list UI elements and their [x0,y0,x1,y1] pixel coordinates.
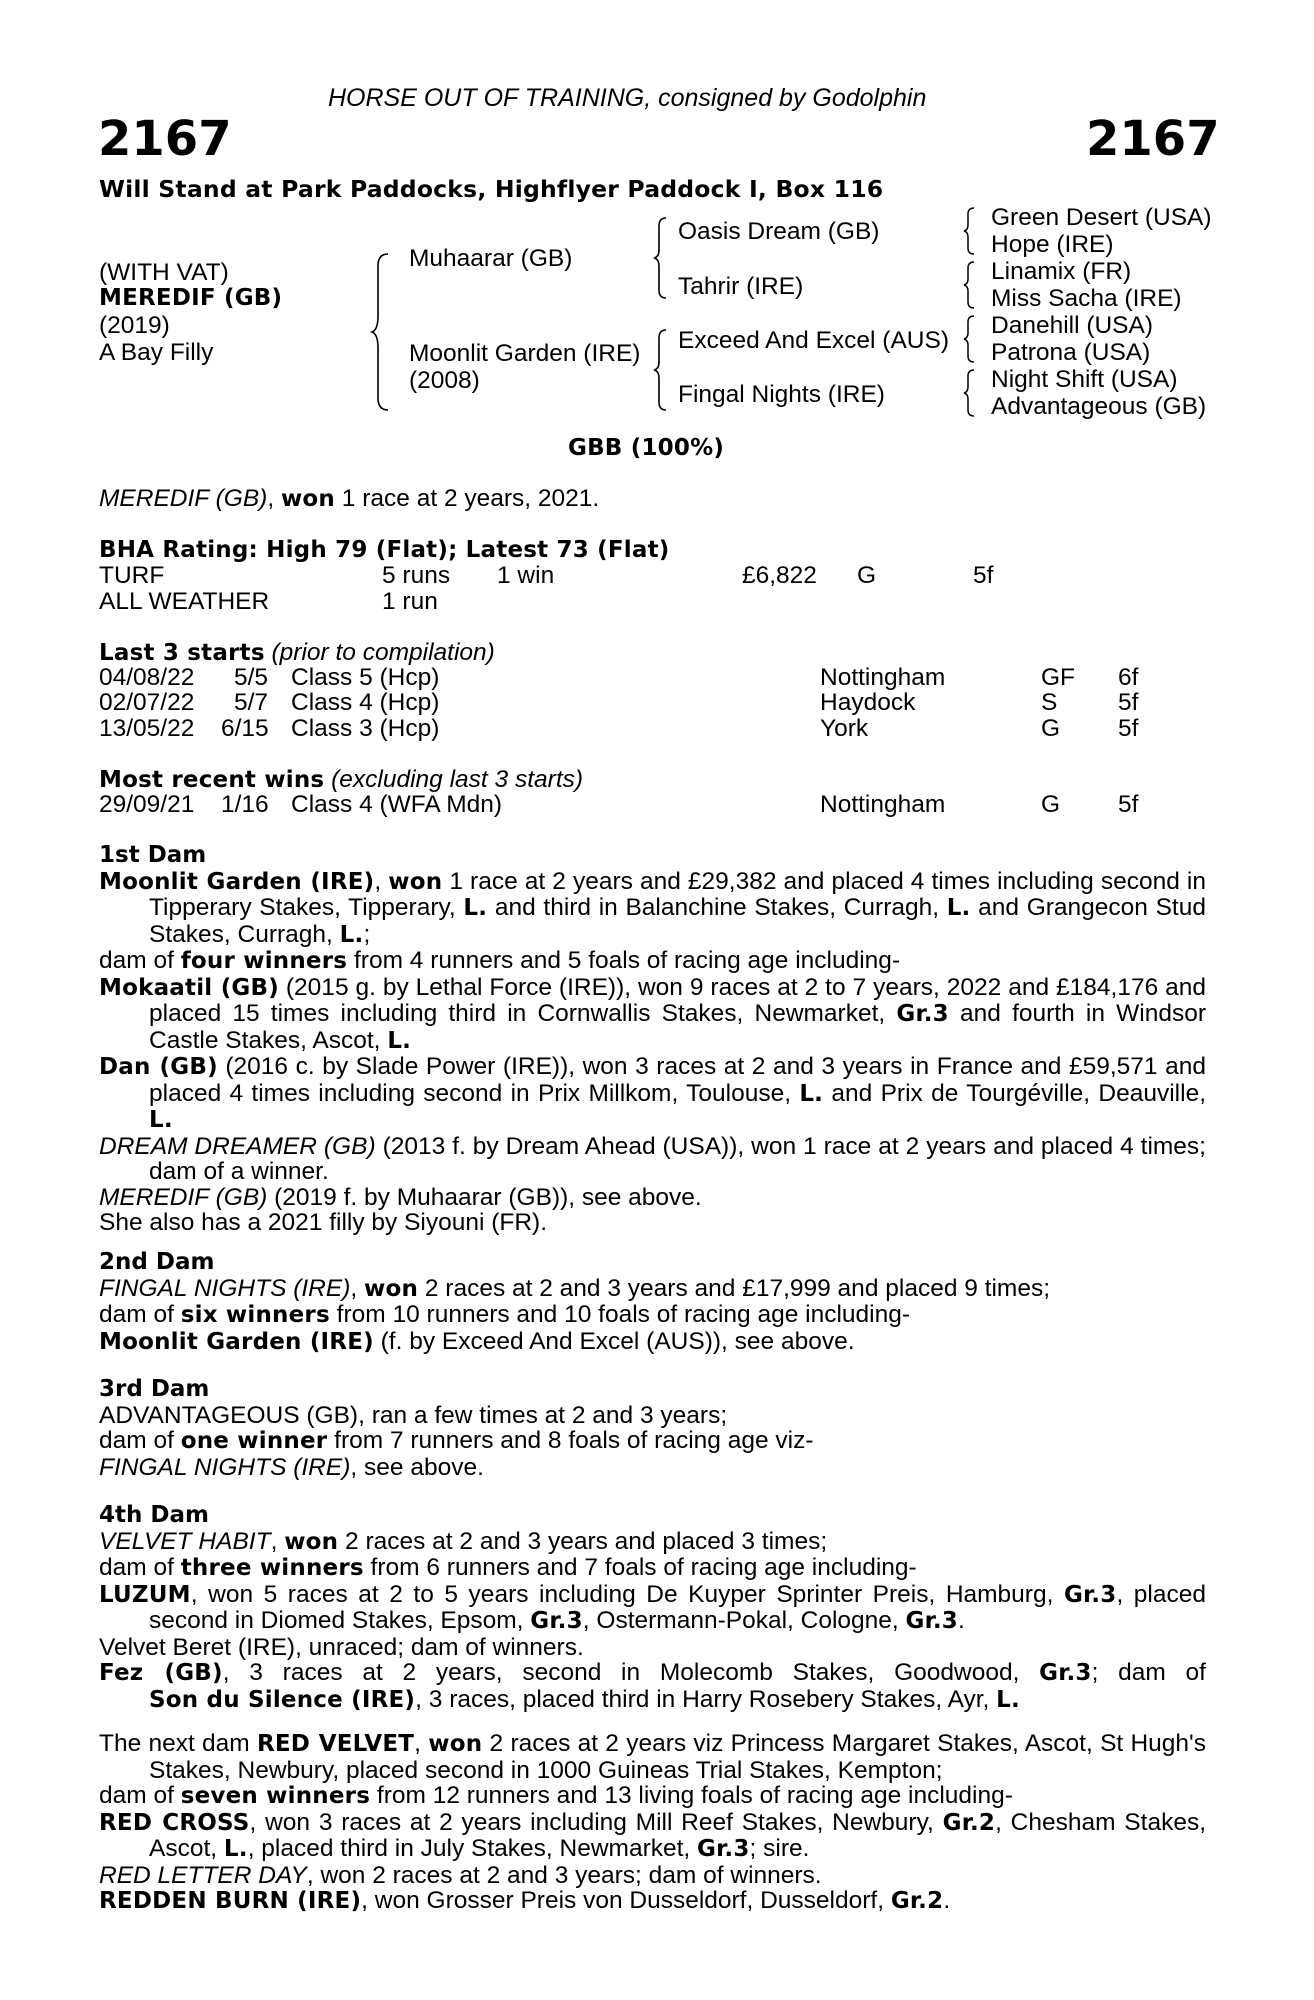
second-dam-section [99,1250,1206,1355]
pedigree-g6: Patrona (USA) [991,339,1151,366]
pedigree-sire-dam: Tahrir (IRE) [678,273,804,300]
offspring-entry: Fez (GB), 3 races at 2 years, second in Molecomb Stakes, Goodwood, Gr.3; dam of [99,1659,1206,1686]
pedigree-g5: Danehill (USA) [991,312,1154,339]
section-heading: 4th Dam [99,1502,209,1528]
vat-note: (WITH VAT) [99,259,229,286]
pedigree-brace-g2 [962,260,978,310]
breeding-note: GBB (100%) [568,435,725,461]
pedigree-dam: Moonlit Garden (IRE) [409,340,641,367]
dam-record: The next dam RED VELVET, won 2 races at 2 years viz Princess Margaret Stakes, Ascot, St Hugh's Stakes, Newbury, placed second in 1000 Guineas Trial Stakes, Kempton; [99,1730,1206,1784]
pedigree-g1: Green Desert (USA) [991,204,1212,231]
pedigree-dam-dam: Fingal Nights (IRE) [678,381,885,408]
offspring-entry: RED CROSS, won 3 races at 2 years including Mill Reef Stakes, Newbury, Gr.2, Chesham Stakes, Ascot, L., placed third in July Stakes, Newmarket, Gr.3; sire. [99,1808,1207,1862]
lot-number-left: 2167 [98,111,232,167]
offspring-entry: REDDEN BURN (IRE), won Grosser Preis von Dusseldorf, Dusseldorf, Gr.2. [99,1887,951,1914]
dam-of-line: dam of four winners from 4 runners and 5 foals of racing age including- [99,947,901,974]
pedigree-sire: Muhaarar (GB) [409,245,573,272]
pedigree-brace-main [370,252,392,412]
horse-name: MEREDIF (GB) [99,285,283,311]
pedigree-g2: Hope (IRE) [991,231,1114,258]
next-dam-section [99,1731,1206,1915]
pedigree-brace-sire [652,216,670,300]
stand-location: Will Stand at Park Paddocks, Highflyer Paddock I, Box 116 [99,175,884,203]
section-heading: 3rd Dam [99,1376,210,1402]
offspring-entry: Mokaatil (GB) (2015 g. by Lethal Force (IRE)), won 9 races at 2 to 7 years, 2022 and £184,176 and placed 15 times including third in Cornwallis Stakes, Newmarket, Gr.3 and fourth in Windsor Castle Stakes, Ascot, L. [99,973,1207,1054]
first-dam-section [99,843,1206,1236]
pedigree-brace-g1 [962,206,978,256]
offspring-entry: Dan (GB) (2016 c. by Slade Power (IRE)), won 3 races at 2 and 3 years in France and £59,571 and placed 4 times including second in Prix Millkom, Toulouse, L. and Prix de Tourgéville, Deauville, L. [99,1053,1207,1133]
pedigree-g4: Miss Sacha (IRE) [991,285,1182,312]
horse-year: (2019) [99,312,170,339]
dam-of-line: dam of one winner from 7 runners and 8 foals of racing age viz- [99,1427,814,1454]
dam-record: FINGAL NIGHTS (IRE), won 2 races at 2 and 3 years and £17,999 and placed 9 times; [99,1274,1051,1302]
section-heading: 1st Dam [99,842,207,868]
horse-description: A Bay Filly [99,339,214,366]
lot-number-right: 2167 [1086,111,1220,167]
pedigree-brace-g4 [962,368,978,418]
pedigree-sire-sire: Oasis Dream (GB) [678,218,880,245]
offspring-entry: MEREDIF (GB) (2019 f. by Muhaarar (GB)), see above. [99,1183,702,1211]
pedigree-g8: Advantageous (GB) [991,393,1207,420]
third-dam-section [99,1377,1206,1480]
consignment-note: HORSE OUT OF TRAINING, consigned by Godolphin [328,84,927,112]
pedigree-g3: Linamix (FR) [991,258,1132,285]
dam-record: VELVET HABIT, won 2 races at 2 and 3 years and placed 3 times; [99,1527,828,1555]
race-summary: MEREDIF (GB), won 1 race at 2 years, 2021. [99,485,600,512]
offspring-entry: Son du Silence (IRE), 3 races, placed third in Harry Rosebery Stakes, Ayr, L. [149,1685,1020,1713]
offspring-entry: Moonlit Garden (IRE) (f. by Exceed And Excel (AUS)), see above. [99,1327,855,1355]
offspring-entry: LUZUM, won 5 races at 2 to 5 years including De Kuyper Sprinter Preis, Hamburg, Gr.3, placed second in Diomed Stakes, Epsom, Gr.3, Ostermann-Pokal, Cologne, Gr.3. [99,1580,1206,1634]
offspring-entry: RED LETTER DAY, won 2 races at 2 and 3 years; dam of winners. [99,1861,822,1889]
dam-record: ADVANTAGEOUS (GB), ran a few times at 2 and 3 years; [99,1401,728,1429]
offspring-entry: DREAM DREAMER (GB) (2013 f. by Dream Ahead (USA)), won 1 race at 2 years and placed 4 times; dam of a winner. [99,1132,1206,1185]
recent-wins-heading: Most recent wins (excluding last 3 starts) [99,766,584,793]
last3-heading: Last 3 starts (prior to compilation) [99,639,495,666]
section-heading: 2nd Dam [99,1249,215,1275]
pedigree-dam-year: (2008) [409,367,480,394]
dam-of-line: dam of six winners from 10 runners and 10 foals of racing age including- [99,1301,911,1328]
fourth-dam-section [99,1503,1206,1713]
dam-record: Moonlit Garden (IRE), won 1 race at 2 years and £29,382 and placed 4 times including second in Tipperary Stakes, Tipperary, L. and third in Balanchine Stakes, Curragh, L. and Grangecon Stud Stakes, Curragh, L.; [99,867,1206,948]
pedigree-brace-g3 [962,314,978,364]
bha-rating: BHA Rating: High 79 (Flat); Latest 73 (Flat) [99,537,670,563]
offspring-entry: Velvet Beret (IRE), unraced; dam of winners. [99,1633,584,1661]
also-note: She also has a 2021 filly by Siyouni (FR). [99,1209,548,1236]
dam-of-line: dam of seven winners from 12 runners and 13 living foals of racing age including- [99,1782,1013,1809]
pedigree-g7: Night Shift (USA) [991,366,1178,393]
dam-of-line: dam of three winners from 6 runners and 7 foals of racing age including- [99,1554,917,1581]
pedigree-brace-dam [652,328,670,412]
offspring-entry: FINGAL NIGHTS (IRE), see above. [99,1453,484,1481]
pedigree-dam-sire: Exceed And Excel (AUS) [678,327,949,354]
